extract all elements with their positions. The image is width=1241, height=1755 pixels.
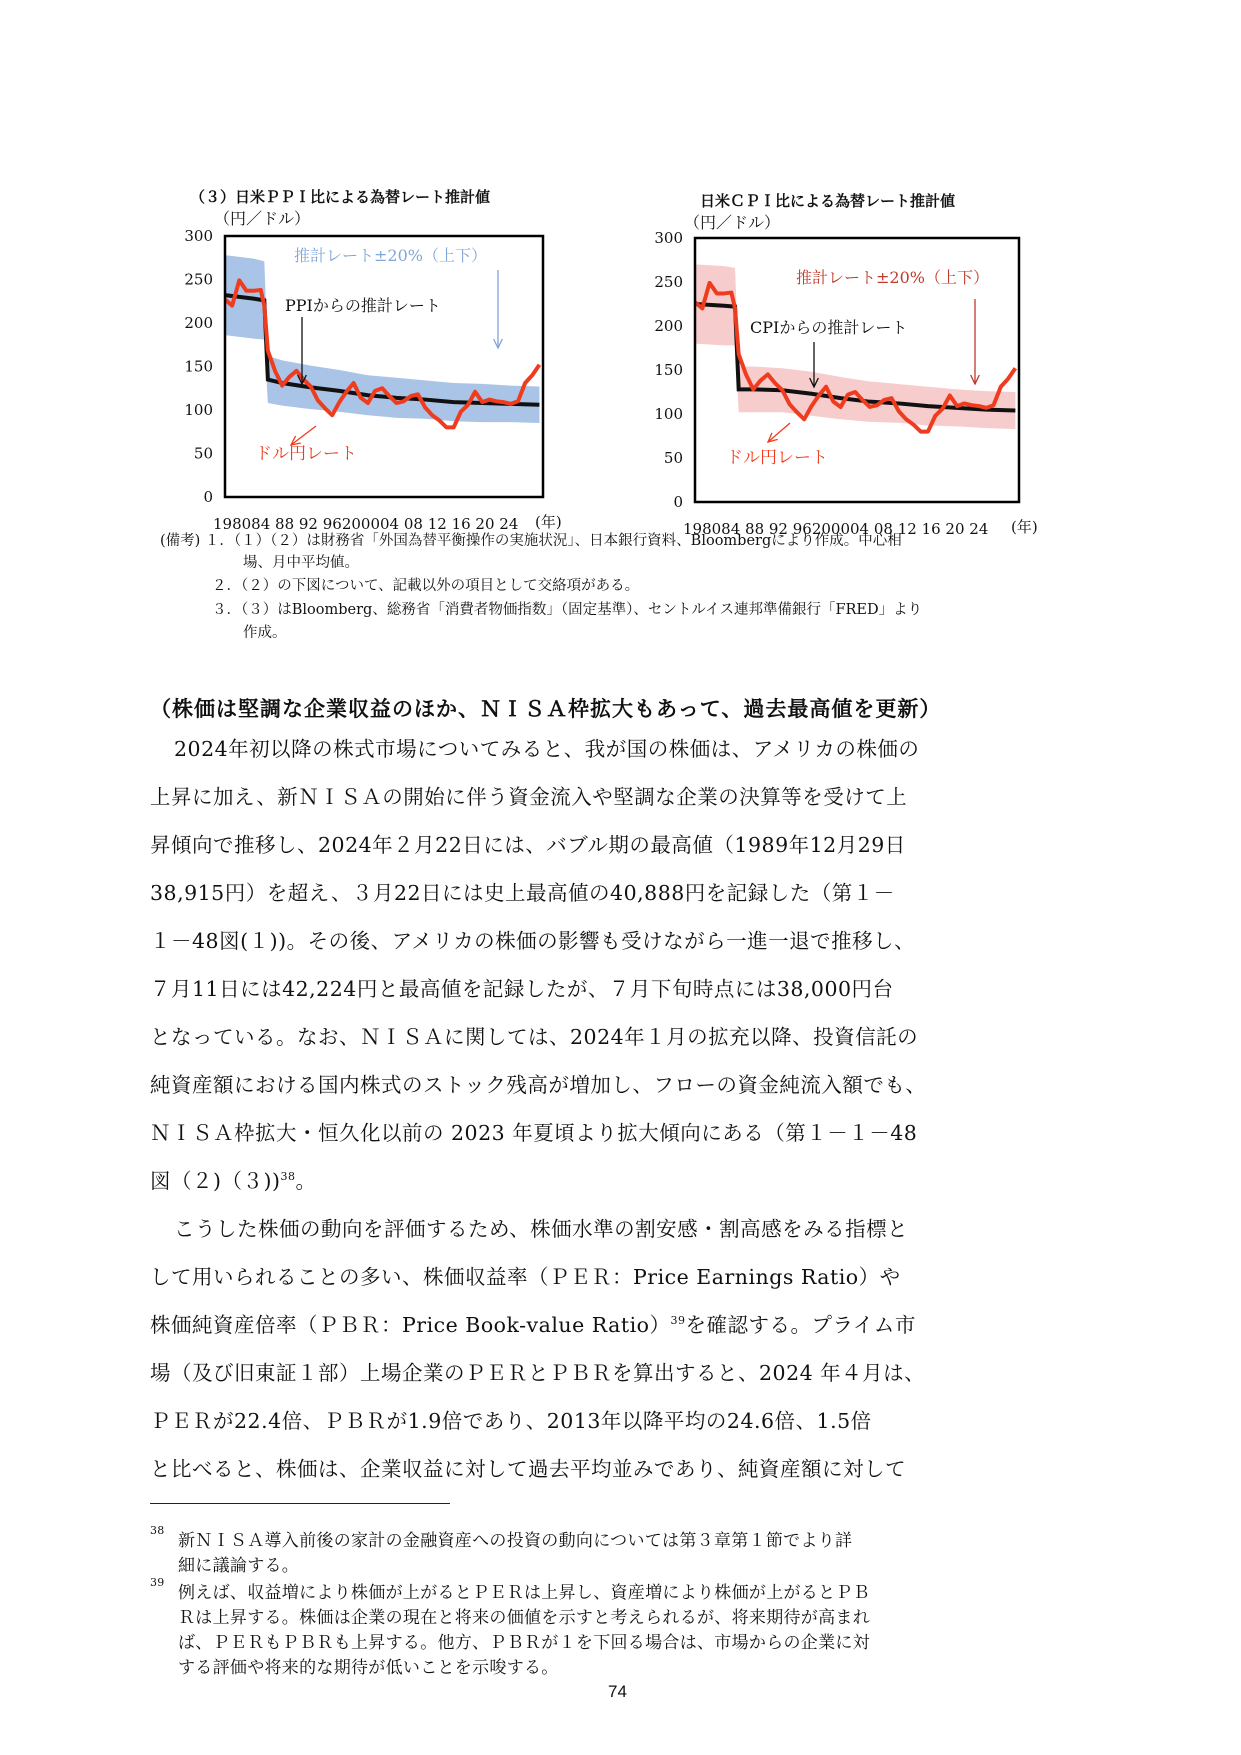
body-line: 場（及び旧東証１部）上場企業のＰＥＲとＰＢＲを算出すると、2024 年４月は、 bbox=[150, 1361, 926, 1385]
y-tick-label: 200 bbox=[184, 314, 213, 332]
body-line: となっている。なお、ＮＩＳＡに関しては、2024年１月の拡充以降、投資信託の bbox=[150, 1025, 919, 1049]
body-line bbox=[150, 1308, 916, 1338]
body-line: 2024年初以降の株式市場についてみると、我が国の株価は、アメリカの株価の bbox=[174, 737, 920, 761]
y-tick-label: 0 bbox=[203, 488, 213, 506]
footnote-line: ば、ＰＥＲもＰＢＲも上昇する。他方、ＰＢＲが１を下回る場合は、市場からの企業に対 bbox=[178, 1633, 870, 1653]
body-line: と比べると、株価は、企業収益に対して過去平均並みであり、純資産額に対して bbox=[150, 1457, 906, 1481]
arrow-shaft bbox=[291, 426, 316, 445]
y-tick-label: 0 bbox=[673, 493, 683, 511]
footnote-line: 新ＮＩＳＡ導入前後の家計の金融資産への投資の動向については第３章第１節でより詳 bbox=[178, 1531, 853, 1551]
estimate-label: PPIからの推計レート bbox=[285, 296, 441, 315]
body-line bbox=[150, 1164, 317, 1194]
y-tick-label: 150 bbox=[654, 361, 683, 379]
body-line: 38,915円）を超え、３月22日には史上最高値の40,888円を記録した（第１－ bbox=[150, 881, 895, 905]
footnote-number: 39 bbox=[150, 1576, 165, 1589]
note-line: (備考) １．（１）（２）は財務省「外国為替平衡操作の実施状況」、日本銀行資料、Bloombergにより作成。中心相 bbox=[160, 533, 902, 549]
band-label: 推計レート±20%（上下） bbox=[294, 246, 487, 265]
footnote-line: 例えば、収益増により株価が上がるとＰＥＲは上昇し、資産増により株価が上がるとＰＢ bbox=[178, 1583, 870, 1603]
y-tick-label: 100 bbox=[184, 401, 213, 419]
body-line: ＮＩＳＡ枠拡大・恒久化以前の 2023 年夏頃より拡大傾向にある（第１－１－48 bbox=[150, 1121, 918, 1145]
page-number: 74 bbox=[608, 1682, 627, 1701]
body-line-text: 図（２)（３)) bbox=[150, 1169, 281, 1193]
body-line-tail: を確認する。プライム市 bbox=[685, 1313, 916, 1337]
y-tick-label: 150 bbox=[184, 357, 213, 376]
body-line: して用いられることの多い、株価収益率（ＰＥＲ：Price Earnings Ratio）や bbox=[150, 1265, 901, 1289]
note-line: ２．（２）の下図について、記載以外の項目として交絡項がある。 bbox=[212, 578, 640, 594]
footnote-line: する評価や将来的な期待が低いことを示唆する。 bbox=[178, 1658, 559, 1678]
body-line: ＰＥＲが22.4倍、ＰＢＲが1.9倍であり、2013年以降平均の24.6倍、1.5倍 bbox=[150, 1409, 872, 1433]
body-line: 純資産額における国内株式のストック残高が増加し、フローの資金純流入額でも、 bbox=[150, 1073, 927, 1097]
x-axis-unit: (年) bbox=[535, 513, 562, 531]
y-tick-label: 250 bbox=[184, 270, 213, 289]
ppi-chart bbox=[170, 220, 570, 540]
y-tick-label: 50 bbox=[193, 444, 213, 463]
left-chart-title: （３）日米ＰＰＩ比による為替レート推計値 bbox=[190, 188, 491, 206]
left-chart-unit: （円／ドル） bbox=[214, 209, 311, 228]
body-line: １－48図(１))。その後、アメリカの株価の影響も受けながら一進一退で推移し、 bbox=[150, 929, 916, 953]
right-chart-title: 日米ＣＰＩ比による為替レート推計値 bbox=[700, 192, 956, 210]
right-chart-unit: （円／ドル） bbox=[684, 213, 781, 232]
y-tick-label: 300 bbox=[184, 227, 213, 245]
note-line: 作成。 bbox=[243, 625, 287, 641]
y-tick-label: 100 bbox=[654, 405, 683, 423]
footnote-line: 細に議論する。 bbox=[178, 1556, 300, 1576]
body-line: ７月11日には42,224円と最高値を記録したが、７月下旬時点には38,000円台 bbox=[150, 977, 894, 1001]
footnote-number: 38 bbox=[150, 1524, 165, 1537]
body-line: 上昇に加え、新ＮＩＳＡの開始に伴う資金流入や堅調な企業の決算等を受けて上 bbox=[150, 785, 908, 809]
footnote-divider bbox=[150, 1503, 450, 1504]
x-axis-unit: (年) bbox=[1011, 518, 1038, 536]
dollar-yen-label: ドル円レート bbox=[255, 444, 357, 464]
body-line-tail: 。 bbox=[295, 1169, 317, 1193]
band-label: 推計レート±20%（上下） bbox=[796, 268, 989, 287]
footnote-ref-38[interactable]: 38 bbox=[280, 1170, 296, 1184]
body-line-text: 株価純資産倍率（ＰＢＲ：Price Book-value Ratio） bbox=[150, 1313, 671, 1337]
y-tick-label: 200 bbox=[654, 317, 683, 335]
x-tick-labels: 198084 88 92 96200004 08 12 16 20 24 bbox=[213, 515, 519, 533]
body-line: こうした株価の動向を評価するため、株価水準の割安感・割高感をみる指標と bbox=[174, 1217, 909, 1241]
arrow-shaft bbox=[768, 423, 790, 442]
x-tick-labels: 198084 88 92 96200004 08 12 16 20 24 bbox=[683, 520, 989, 538]
section-heading: （株価は堅調な企業収益のほか、ＮＩＳＡ枠拡大もあって、過去最高値を更新） bbox=[150, 697, 942, 721]
y-tick-label: 250 bbox=[654, 273, 683, 291]
y-tick-label: 50 bbox=[663, 449, 683, 467]
dollar-yen-label: ドル円レート bbox=[726, 448, 828, 468]
note-line: ３．（３）はBloomberg、総務省「消費者物価指数」（固定基準）、セントルイス連邦準備銀行「FRED」より bbox=[212, 602, 923, 618]
y-tick-label: 300 bbox=[654, 229, 683, 247]
estimate-label: CPIからの推計レート bbox=[750, 318, 908, 337]
footnote-ref-39[interactable]: 39 bbox=[670, 1314, 686, 1328]
body-line: 昇傾向で推移し、2024年２月22日には、バブル期の最高値（1989年12月29日 bbox=[150, 833, 906, 857]
footnote-line: Ｒは上昇する。株価は企業の現在と将来の価値を示すと考えられるが、将来期待が高まれ bbox=[178, 1608, 870, 1628]
cpi-chart bbox=[640, 222, 1060, 542]
note-line: 場、月中平均値。 bbox=[243, 555, 359, 571]
